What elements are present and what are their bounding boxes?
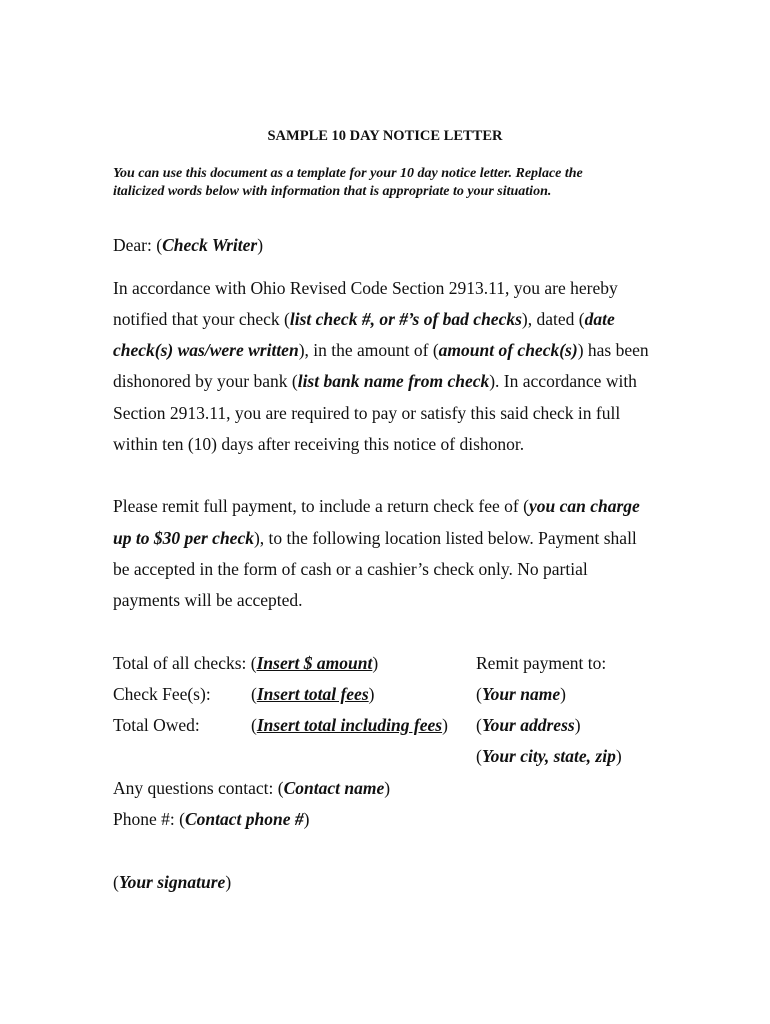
contact-label: Any questions contact: (: [113, 778, 284, 798]
phone-placeholder: Contact phone #: [184, 809, 304, 829]
salutation: [113, 235, 263, 256]
instructions-line-1: You can use this document as a template for your 10 day notice letter. Replace the: [113, 166, 583, 181]
date-written-placeholder: check(s) was/were written: [113, 340, 299, 360]
remit-city: (Your city, state, zip): [476, 746, 622, 766]
paragraph1-line-2: [113, 309, 615, 330]
total-owed-value: (Insert total including fees): [251, 715, 448, 735]
document-title: SAMPLE 10 DAY NOTICE LETTER: [267, 128, 503, 144]
fee-placeholder: you can charge: [528, 496, 640, 516]
bad-checks-placeholder: list check #, or #’s of bad checks: [289, 309, 522, 329]
signature-line: (Your signature): [113, 872, 232, 892]
paragraph2-line-4: payments will be accepted.: [113, 590, 303, 610]
text: notified that your check (: [113, 309, 290, 329]
paragraph1-line-4: [113, 371, 637, 392]
paren: ): [303, 809, 310, 829]
your-name-placeholder: Your name: [481, 684, 561, 704]
phone-label: Phone #: (: [113, 809, 185, 829]
salutation-suffix: ): [257, 235, 264, 255]
total-owed-row: [113, 715, 200, 736]
text: ) has been: [577, 340, 649, 360]
check-fees-row: [113, 684, 211, 705]
text: Please remit full payment, to include a return check fee of (: [113, 496, 529, 516]
total-checks-row: [113, 653, 378, 674]
amount-placeholder: amount of check(s): [438, 340, 578, 360]
date-placeholder: date: [584, 309, 615, 329]
bank-name-placeholder: list bank name from check: [297, 371, 490, 391]
total-checks-placeholder: Insert $ amount: [256, 653, 373, 673]
paragraph2-line-2: [113, 528, 637, 549]
check-fees-label: Check Fee(s):: [113, 684, 211, 704]
total-owed-placeholder: Insert total including fees: [256, 715, 443, 735]
paren: ): [384, 778, 391, 798]
remit-name: (Your name): [476, 684, 566, 704]
total-checks-label: Total of all checks: (: [113, 653, 257, 673]
paragraph2-line-3: be accepted in the form of cash or a cashier’s check only. No partial: [113, 559, 588, 579]
paragraph1-line-3: [113, 340, 649, 361]
your-city-placeholder: Your city, state, zip: [481, 746, 616, 766]
contact-row: [113, 778, 390, 799]
paragraph1-line-1: In accordance with Ohio Revised Code Section 2913.11, you are hereby: [113, 278, 618, 298]
paren: ): [372, 653, 379, 673]
signature-placeholder: Your signature: [118, 872, 226, 892]
text: ). In accordance with: [489, 371, 637, 391]
total-owed-label: Total Owed:: [113, 715, 200, 735]
check-fees-value: (Insert total fees): [251, 684, 375, 704]
salutation-prefix: Dear: (: [113, 235, 163, 255]
text: ), in the amount of (: [298, 340, 439, 360]
check-fees-placeholder: Insert total fees: [256, 684, 369, 704]
template-instructions: [113, 165, 673, 201]
paragraph1-line-6: within ten (10) days after receiving this notice of dishonor.: [113, 434, 525, 454]
check-writer-placeholder: Check Writer: [162, 235, 258, 255]
text: ), to the following location listed below. Payment shall: [253, 528, 637, 548]
text: ), dated (: [521, 309, 585, 329]
phone-row: [113, 809, 309, 830]
remit-address: (Your address): [476, 715, 581, 735]
instructions-line-2: italicized words below with information that is appropriate to your situation.: [113, 184, 552, 199]
your-address-placeholder: Your address: [481, 715, 575, 735]
paragraph1-line-5: Section 2913.11, you are required to pay or satisfy this said check in full: [113, 403, 621, 423]
text: dishonored by your bank (: [113, 371, 298, 391]
fee-placeholder: up to $30 per check: [113, 528, 254, 548]
paragraph2-line-1: [113, 496, 640, 517]
contact-name-placeholder: Contact name: [283, 778, 385, 798]
remit-heading: Remit payment to:: [476, 653, 607, 673]
